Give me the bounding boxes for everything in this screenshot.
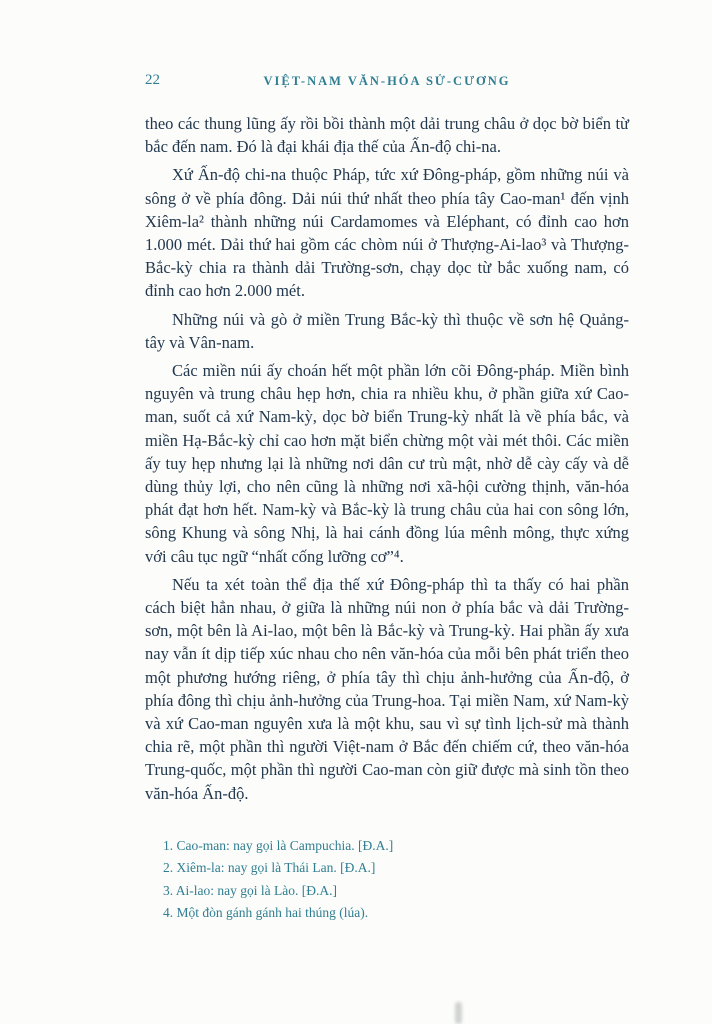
page-content [145,72,629,925]
footnote: 4. Một đòn gánh gánh hai thúng (lúa). [163,905,369,921]
running-header-title: VIỆT-NAM VĂN-HÓA SỬ-CƯƠNG [263,74,511,88]
running-header [145,72,629,90]
body-paragraph: theo các thung lũng ấy rồi bồi thành một dải trung châu ở dọc bờ biển từ bắc đến nam. Đó là đại khái địa thế của Ấn-độ chi-na. [145,114,629,157]
body-paragraph: Xứ Ấn-độ chi-na thuộc Pháp, tức xứ Đông-pháp, gồm những núi và sông ở về phía đông. Dải núi thứ nhất theo phía tây Cao-man¹ đến vịnh Xiêm-la² thành những núi Cardamomes và Eléphant, có đỉnh cao hơn 1.000 mét. Dải thứ hai gồm các chòm núi ở Thượng-Ai-lao³ và Thượng-Bắc-kỳ chia ra thành dải Trường-sơn, chạy dọc từ bắc xuống nam, có đỉnh cao hơn 2.000 mét. [145,165,629,301]
body-paragraph: Nếu ta xét toàn thể địa thế xứ Đông-pháp thì ta thấy có hai phần cách biệt hẳn nhau, ở giữa là những núi non ở phía bắc và dải Trường-sơn, một bên là Ai-lao, một bên là Bắc-kỳ và Trung-kỳ. Hai phần ấy xưa nay vẫn ít dịp tiếp xúc nhau cho nên văn-hóa của mỗi bên phát triển theo một phương hướng riêng, ở phía tây thì chịu ảnh-hưởng của Ấn-độ, ở phía đông thì chịu ảnh-hưởng của Trung-hoa. Tại miền Nam, xứ Nam-kỳ và xứ Cao-man nguyên xưa là một khu, sau vì sự tình lịch-sử mà thành chia rẽ, một phần thì người Việt-nam ở Bắc đến chiếm cứ, theo văn-hóa Trung-quốc, một phần thì người Cao-man còn giữ được mà sinh tồn theo văn-hóa Ấn-độ. [145,574,629,803]
footnotes-block [145,835,629,925]
body-text [145,112,629,805]
body-paragraph: Những núi và gò ở miền Trung Bắc-kỳ thì thuộc về sơn hệ Quảng-tây và Vân-nam. [145,309,629,352]
footnote: 1. Cao-man: nay gọi là Campuchia. [Đ.A.] [163,837,394,853]
page-number: 22 [145,72,160,88]
footnote: 2. Xiêm-la: nay gọi là Thái Lan. [Đ.A.] [163,860,376,876]
body-paragraph: Các miền núi ấy choán hết một phần lớn cõi Đông-pháp. Miền bình nguyên và trung châu hẹp hơn, chia ra nhiều khu, ở phần giữa xứ Cao-man, suốt cả xứ Nam-kỳ, dọc bờ biển Trung-kỳ nhất là về phía bắc, và miền Hạ-Bắc-kỳ chỉ cao hơn mặt biển chừng một vài mét thôi. Các miền ấy tuy hẹp nhưng lại là những nơi dân cư trù mật, nhờ dễ cày cấy và dễ dùng thủy lợi, cho nên cũng là những nơi xã-hội cường thịnh, văn-hóa phát đạt hơn hết. Nam-kỳ và Bắc-kỳ là trung châu của hai con sông lớn, sông Khung và sông Nhị, là hai cánh đồng lúa mênh mông, thực xứng với câu tục ngữ “nhất cống lưỡng cơ”⁴. [145,361,629,566]
scan-artifact [455,1002,462,1024]
footnote: 3. Ai-lao: nay gọi là Lào. [Đ.A.] [163,882,337,898]
